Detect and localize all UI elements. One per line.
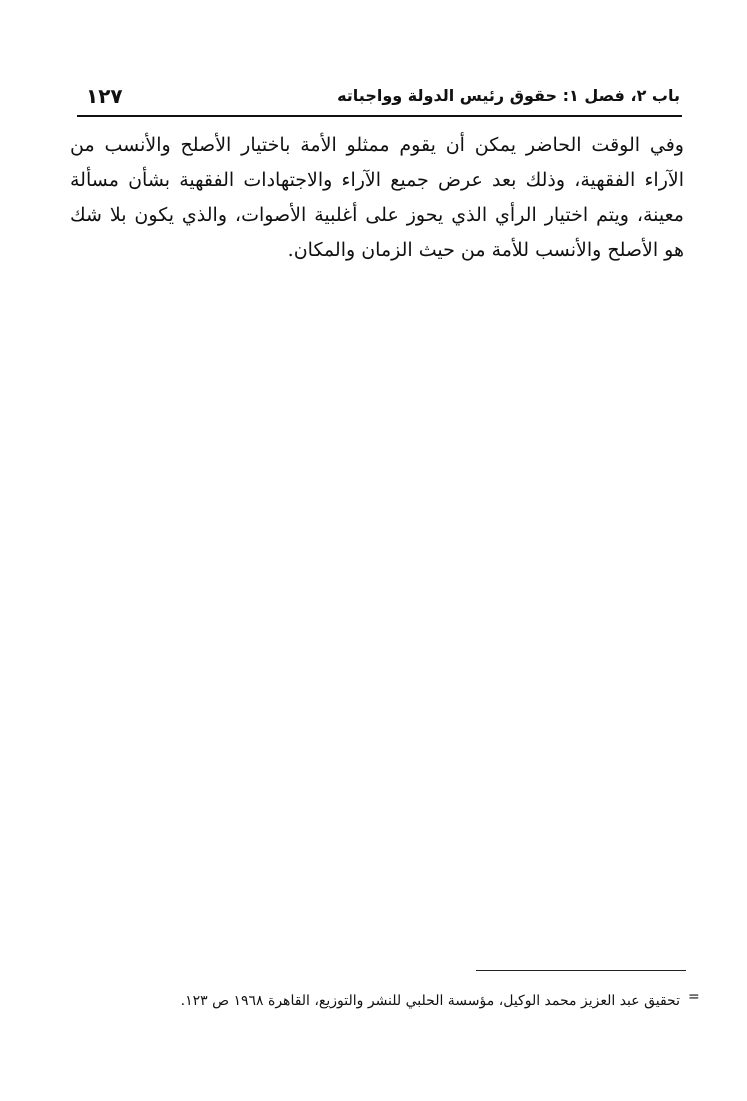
- header-divider: [77, 115, 682, 117]
- running-header: [80, 86, 680, 112]
- footnote-text: تحقيق عبد العزيز محمد الوكيل، مؤسسة الحلبي للنشر والتوزيع، القاهرة ١٩٦٨ ص ١٢٣.: [180, 993, 680, 1009]
- footnote-divider: [476, 970, 686, 971]
- footnote-marker: =: [688, 989, 700, 1005]
- chapter-title: باب ٢، فصل ١: حقوق رئيس الدولة وواجباته: [337, 86, 680, 105]
- page-number: ١٢٧: [86, 84, 123, 108]
- body-paragraph: وفي الوقت الحاضر يمكن أن يقوم ممثلو الأمة باختيار الأصلح والأنسب من الآراء الفقهية، وذلك بعد عرض جميع الآراء والاجتهادات الفقهية بشأن مسألة معينة، ويتم اختيار الرأي الذي يحوز على أغلبية الأصوات، والذي يكون بلا شك هو الأصلح والأنسب للأمة من حيث الزمان والمكان.: [70, 134, 684, 261]
